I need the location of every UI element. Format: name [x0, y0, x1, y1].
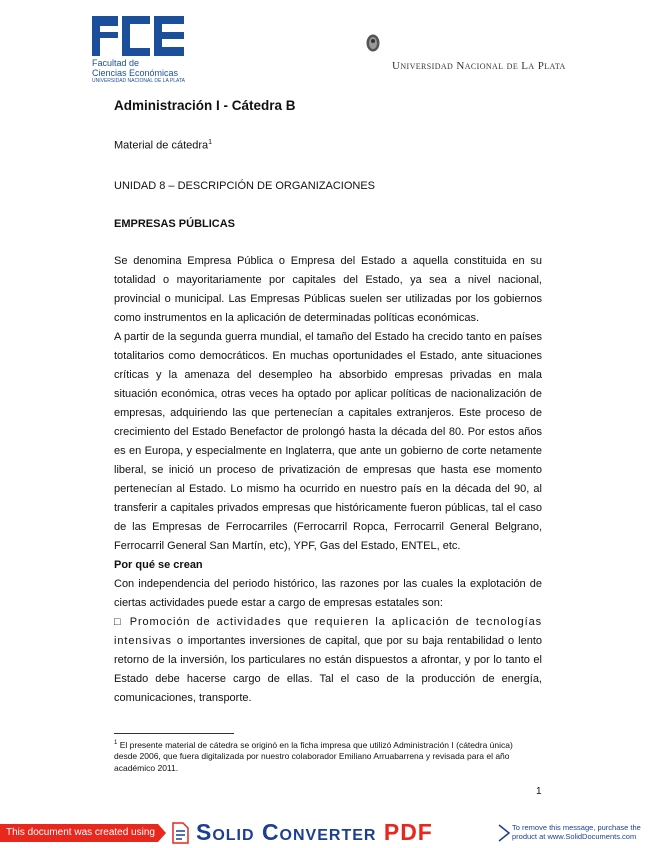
- faculty-logo: [92, 14, 184, 84]
- banner-brand: [196, 819, 433, 846]
- paragraph-1: Se denomina Empresa Pública o Empresa del Estado a aquella constituida en su totalidad o mayoritariamente por capitales del Estado, ya sea a nivel nacional, provincial o municipal. Las Empresas Públicas suelen ser utilizadas por los gobiernos como instrumentos en la aplicación de determinadas políticas económicas.: [114, 255, 542, 324]
- converter-banner[interactable]: [0, 816, 656, 848]
- university-name: Universidad Nacional de La Plata: [392, 60, 566, 72]
- banner-brand-main: Solid Converter: [196, 819, 377, 845]
- footnote-number: 1: [114, 740, 118, 746]
- banner-arrow-icon: [158, 824, 166, 842]
- section-heading: EMPRESAS PÚBLICAS: [114, 218, 236, 230]
- banner-remove-line1: To remove this message, purchase the: [512, 823, 641, 832]
- faculty-name-line1: Facultad de: [92, 58, 140, 68]
- faculty-name-line2: Ciencias Económicas: [92, 67, 179, 78]
- material-label-line: [114, 139, 212, 152]
- footnote-ref[interactable]: 1: [208, 139, 213, 146]
- document-body: [114, 252, 542, 708]
- bullet-marker: □: [114, 616, 130, 628]
- university-seal-icon: [365, 33, 381, 53]
- unit-heading: UNIDAD 8 – DESCRIPCIÓN DE ORGANIZACIONES: [114, 180, 375, 192]
- bullet-1-rest: importantes inversiones de capital, que por su baja rentabilidad o lento retorno de la inversión, los particulares no están dispuestos a afrontar, y por lo tanto el Estado debe hacerse cargo de ellas. Tal el caso de la producción de energía, comunicaciones, transporte.: [114, 635, 542, 704]
- material-label: Material de cátedra: [114, 139, 209, 152]
- document-title: Administración I - Cátedra B: [114, 98, 296, 113]
- chevron-right-icon: [497, 824, 511, 842]
- faculty-name: [92, 59, 185, 84]
- footnote-divider: [114, 733, 234, 734]
- faculty-name-line3: UNIVERSIDAD NACIONAL DE LA PLATA: [92, 78, 185, 84]
- paragraph-3: Con independencia del periodo histórico, las razones por las cuales la explotación de ciertas actividades puede estar a cargo de empresas estatales son:: [114, 578, 542, 609]
- document-icon: [170, 822, 190, 844]
- footnote-text: El presente material de cátedra se originó en la ficha impresa que utilizó Administración I (cátedra única) desde 2006, que fuera digitalizada por nuestro colaborador Emiliano Arruabarrena y revisada para el año académico 2011.: [114, 739, 513, 773]
- page-number: 1: [536, 786, 542, 797]
- paragraph-2: A partir de la segunda guerra mundial, el tamaño del Estado ha crecido tanto en países totalitarios como democráticos. En muchas oportunidades el Estado, ante situaciones críticas y la amenaza del desempleo ha absorbido empresas privadas en mala situación económica, otras veces ha optado por aplicar políticas de nacionalización de empresas, adquiriendo las que pertenecían a capitales extranjeros. Este proceso de crecimiento del Estado Benefactor de prolongó hasta la década del 80. Por estos años es en Europa, y especialmente en Inglaterra, que ante un gobierno de corte netamente liberal, se inició un proceso de privatización de empresas que hasta ese momento pertenecían al Estado. Lo mismo ha ocurrido en nuestro país en la década del 90, al transferir a capitales privados empresas que históricamente fueron públicas, tal el caso de las Empresas de Ferrocarriles (Ferrocarril Ropca, Ferrocarril General Belgrano, Ferrocarril General San Martín, etc), YPF, Gas del Estado, ENTEL, etc.: [114, 331, 542, 552]
- footnote: [114, 738, 534, 774]
- banner-brand-pdf: PDF: [383, 819, 433, 845]
- banner-created-text: This document was created using: [0, 824, 158, 842]
- banner-remove-message[interactable]: [512, 823, 641, 841]
- bullet-1-lead: Promoción de actividades que requieren la aplicación de tecnologías intensivas o: [114, 616, 542, 647]
- bullet-item-1: [114, 613, 542, 708]
- banner-remove-line2: product at www.SolidDocuments.com: [512, 832, 637, 841]
- subheading: Por qué se crean: [114, 559, 203, 571]
- fce-logo-mark: [92, 14, 184, 58]
